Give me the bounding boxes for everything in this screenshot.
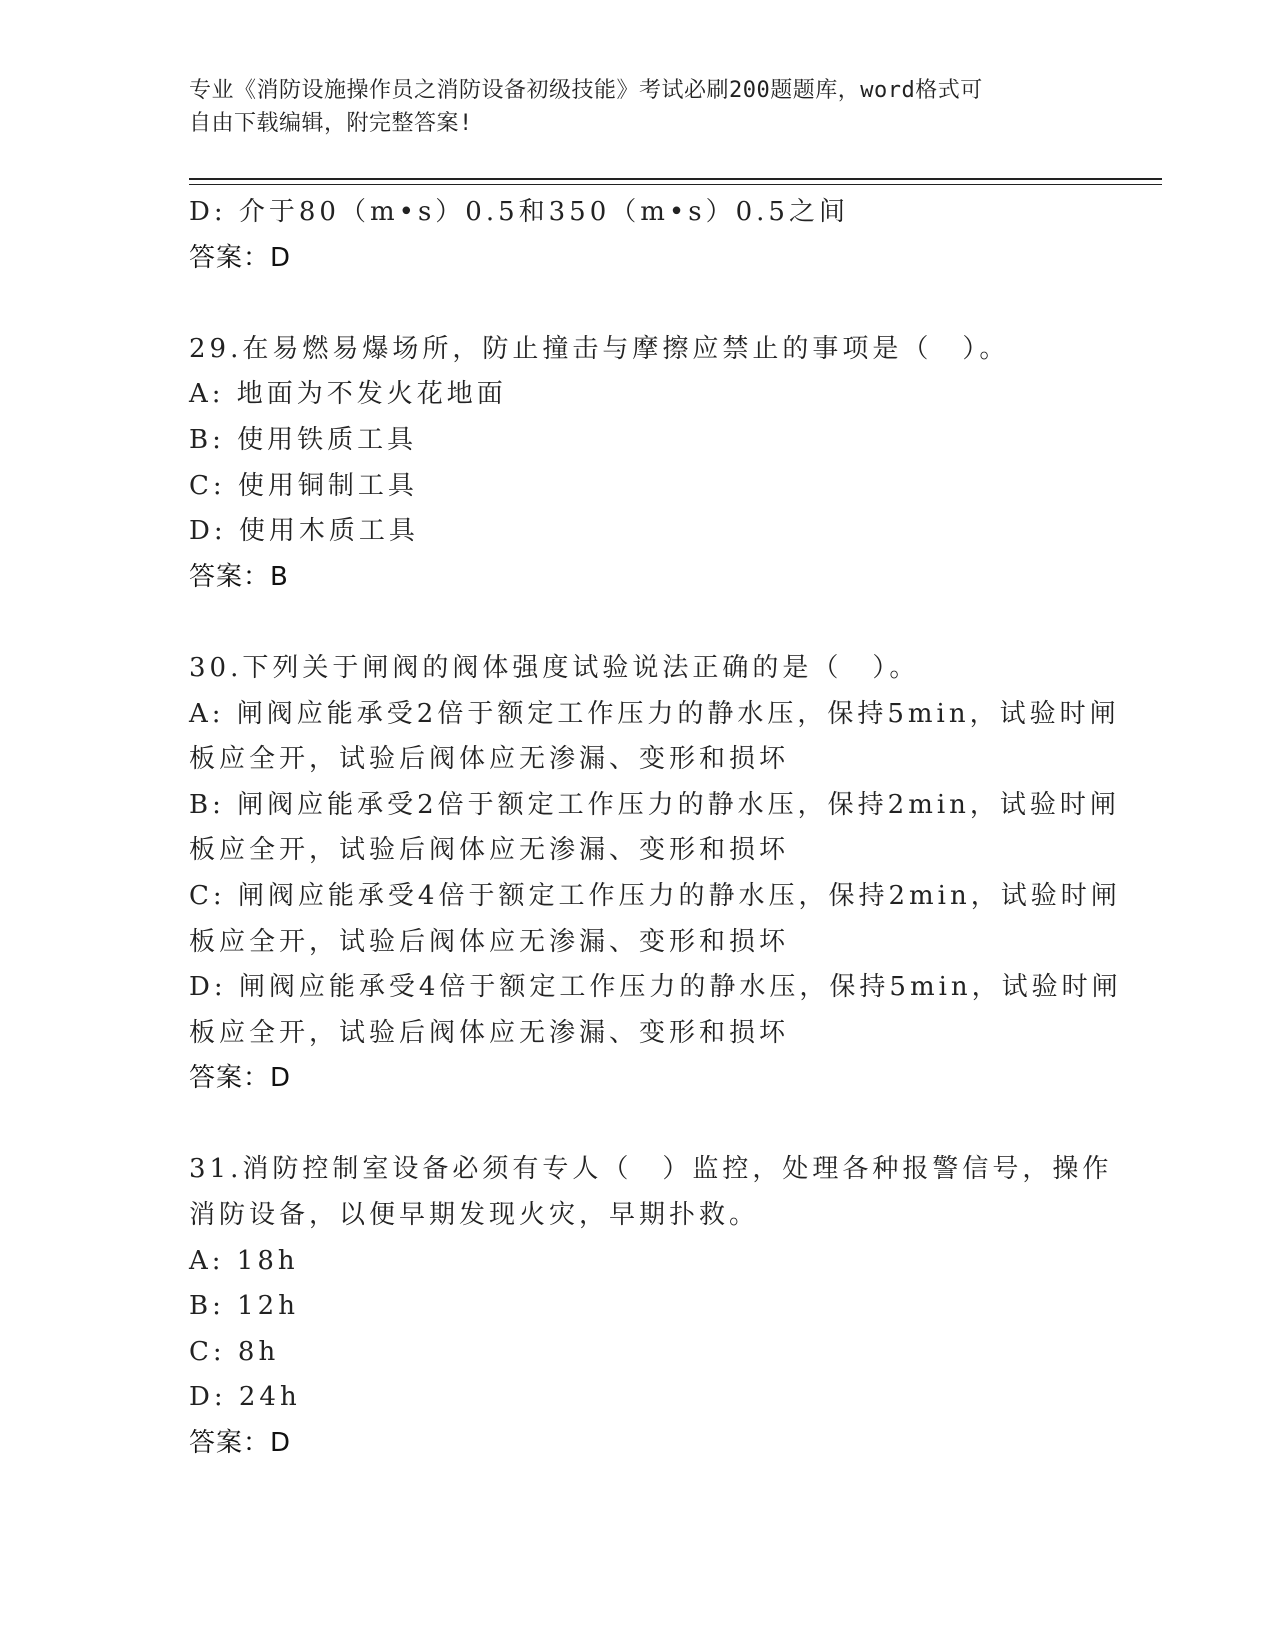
question-stem: 29.在易燃易爆场所，防止撞击与摩擦应禁止的事项是（ ）。 <box>189 333 1010 364</box>
option-d: D: 24h <box>189 1382 301 1413</box>
header-rule-thin <box>189 184 1162 185</box>
question-30 <box>189 646 1122 1102</box>
prev-option-d: D: 介于80（m•s）0.5和350（m•s）0.5之间 <box>189 197 849 227</box>
spacer <box>189 600 1089 646</box>
question-stem-cont: 消防设备，以便早期发现火灾，早期扑救。 <box>189 1200 760 1231</box>
option-d-cont: 板应全开，试验后阀体应无渗漏、变形和损坏 <box>189 1017 790 1048</box>
option-a-cont: 板应全开，试验后阀体应无渗漏、变形和损坏 <box>189 744 790 775</box>
answer: 答案：D <box>189 1063 292 1094</box>
option-a: A: 闸阀应能承受2倍于额定工作压力的静水压，保持5min，试验时闸 <box>189 698 1120 729</box>
question-31 <box>189 1147 1113 1466</box>
option-d: D: 使用木质工具 <box>189 516 419 547</box>
option-b: B: 闸阀应能承受2倍于额定工作压力的静水压，保持2min，试验时闸 <box>189 789 1120 820</box>
option-a: A: 18h <box>189 1245 299 1276</box>
question-stem: 30.下列关于闸阀的阀体强度试验说法正确的是（ ）。 <box>189 652 920 683</box>
spacer <box>189 281 1089 327</box>
option-b-cont: 板应全开，试验后阀体应无渗漏、变形和损坏 <box>189 835 790 866</box>
option-c: C: 使用铜制工具 <box>189 470 418 501</box>
option-c: C: 8h <box>189 1336 280 1367</box>
document-header <box>189 74 1069 140</box>
header-line-1: 专业《消防设施操作员之消防设备初级技能》考试必刷200题题库，word格式可 <box>189 78 983 103</box>
spacer <box>189 1102 1089 1148</box>
answer: 答案：D <box>189 1428 292 1459</box>
question-stem: 31.消防控制室设备必须有专人（ ）监控，处理各种报警信号，操作 <box>189 1154 1113 1185</box>
option-d: D: 闸阀应能承受4倍于额定工作压力的静水压，保持5min，试验时闸 <box>189 972 1122 1003</box>
header-line-2: 自由下载编辑，附完整答案! <box>189 111 473 136</box>
question-content <box>189 190 1122 1467</box>
answer: 答案：B <box>189 561 289 592</box>
prev-answer: 答案：D <box>189 242 292 273</box>
option-b: B: 使用铁质工具 <box>189 424 418 455</box>
option-c: C: 闸阀应能承受4倍于额定工作压力的静水压，保持2min，试验时闸 <box>189 880 1121 911</box>
option-a: A: 地面为不发火花地面 <box>189 379 507 410</box>
header-rule-thick <box>189 178 1162 180</box>
question-29 <box>189 327 1089 601</box>
option-c-cont: 板应全开，试验后阀体应无渗漏、变形和损坏 <box>189 926 790 957</box>
option-b: B: 12h <box>189 1291 299 1322</box>
